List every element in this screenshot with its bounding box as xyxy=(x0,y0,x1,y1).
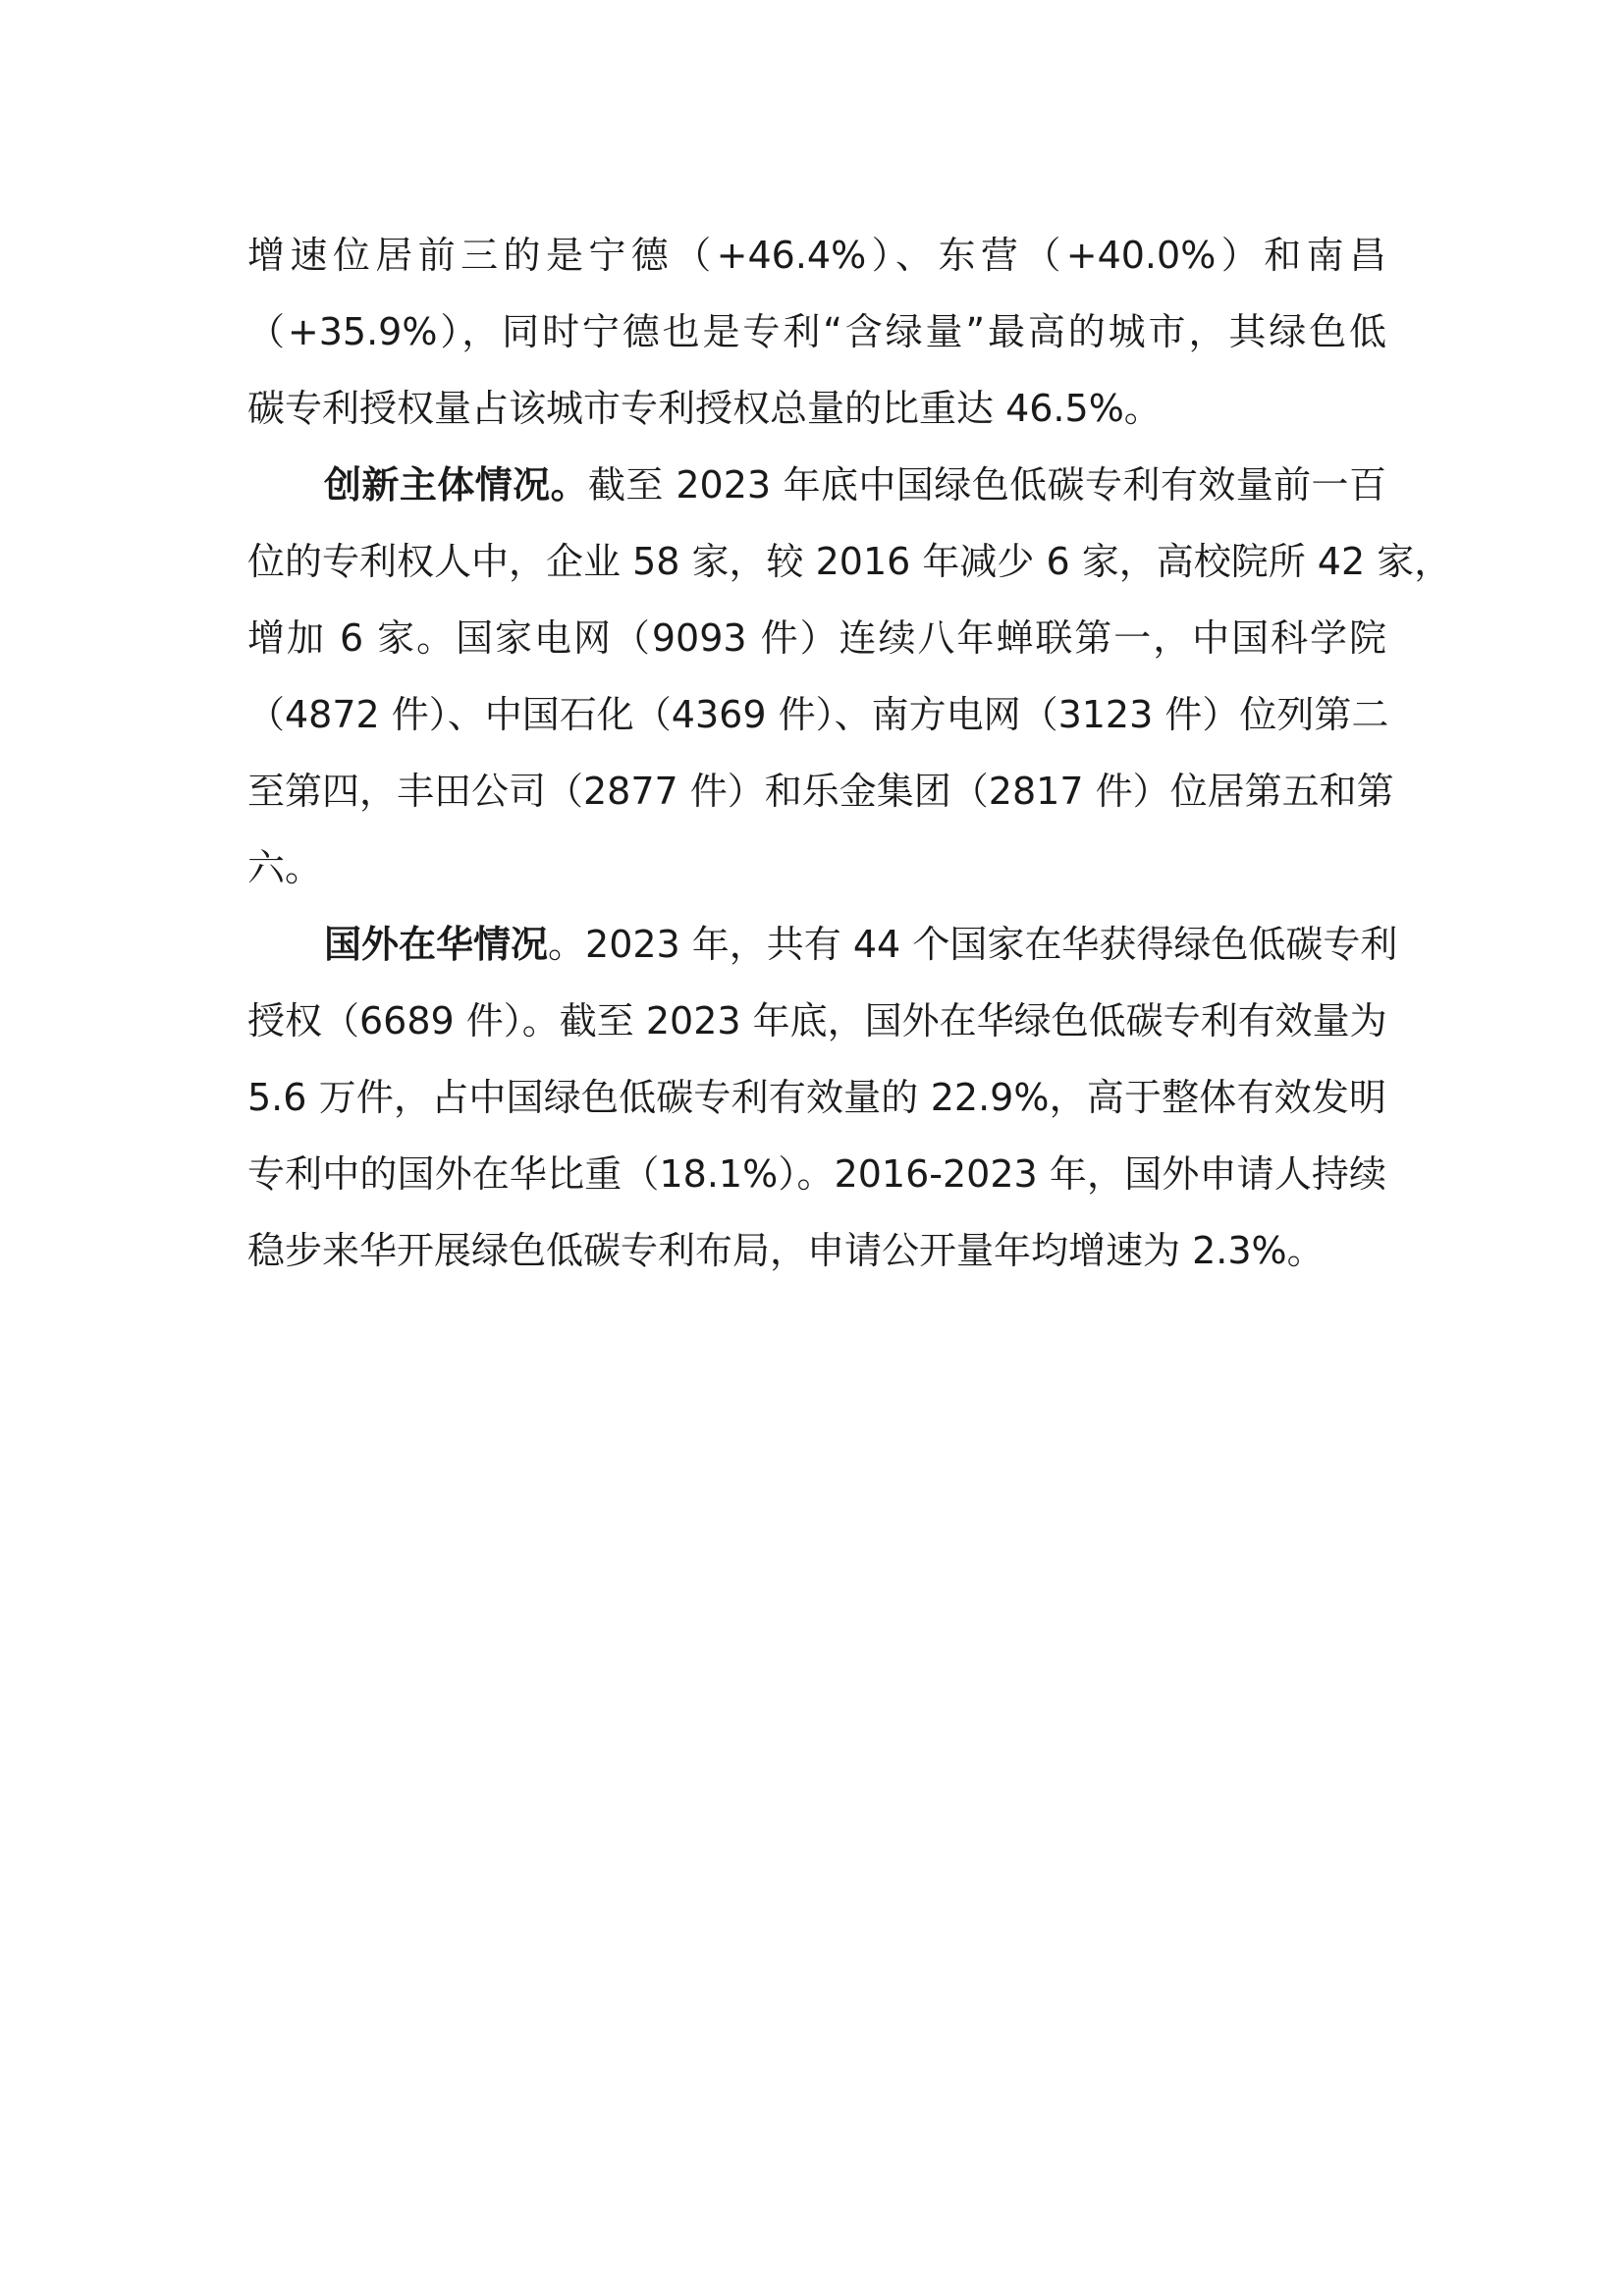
text-line: 六。 xyxy=(247,846,323,889)
text-line: 位的专利权人中，企业 58 家，较 2016 年减少 6 家，高校院所 42 家， xyxy=(247,540,1452,583)
text-line: 专利中的国外在华比重（18.1%）。2016-2023 年，国外申请人持续 xyxy=(247,1152,1386,1196)
paragraph-innovation-entities xyxy=(247,447,1452,906)
paragraph-foreign-in-china xyxy=(247,906,1398,1289)
text-line: 碳专利授权量占该城市专利授权总量的比重达 46.5%。 xyxy=(247,387,1162,430)
text-line: 稳步来华开展绿色低碳专利布局，申请公开量年均增速为 2.3%。 xyxy=(247,1229,1325,1272)
text-span: 截至 2023 年底中国绿色低碳专利有效量前一百 xyxy=(588,463,1386,507)
section-heading-foreign: 国外在华情况 xyxy=(324,923,549,966)
document-body xyxy=(247,217,1452,1289)
text-line: 增加 6 家。国家电网（9093 件）连续八年蝉联第一，中国科学院 xyxy=(247,616,1386,660)
text-line: （4872 件）、中国石化（4369 件）、南方电网（3123 件）位列第二 xyxy=(247,693,1389,736)
text-line: 5.6 万件，占中国绿色低碳专利有效量的 22.9%，高于整体有效发明 xyxy=(247,1076,1386,1119)
paragraph-city-growth xyxy=(247,217,1386,447)
text-line: 至第四，丰田公司（2877 件）和乐金集团（2817 件）位居第五和第 xyxy=(247,770,1394,813)
text-line: 授权（6689 件）。截至 2023 年底，国外在华绿色低碳专利有效量为 xyxy=(247,999,1387,1042)
text-span: 。2023 年，共有 44 个国家在华获得绿色低碳专利 xyxy=(548,923,1398,966)
text-line: 增速位居前三的是宁德（+46.4%）、东营（+40.0%）和南昌 xyxy=(247,234,1386,277)
text-line-first xyxy=(247,906,1398,983)
text-line: （+35.9%），同时宁德也是专利“含绿量”最高的城市，其绿色低 xyxy=(247,310,1386,353)
text-line-first xyxy=(247,447,1386,523)
section-heading-innovation: 创新主体情况。 xyxy=(324,463,588,507)
